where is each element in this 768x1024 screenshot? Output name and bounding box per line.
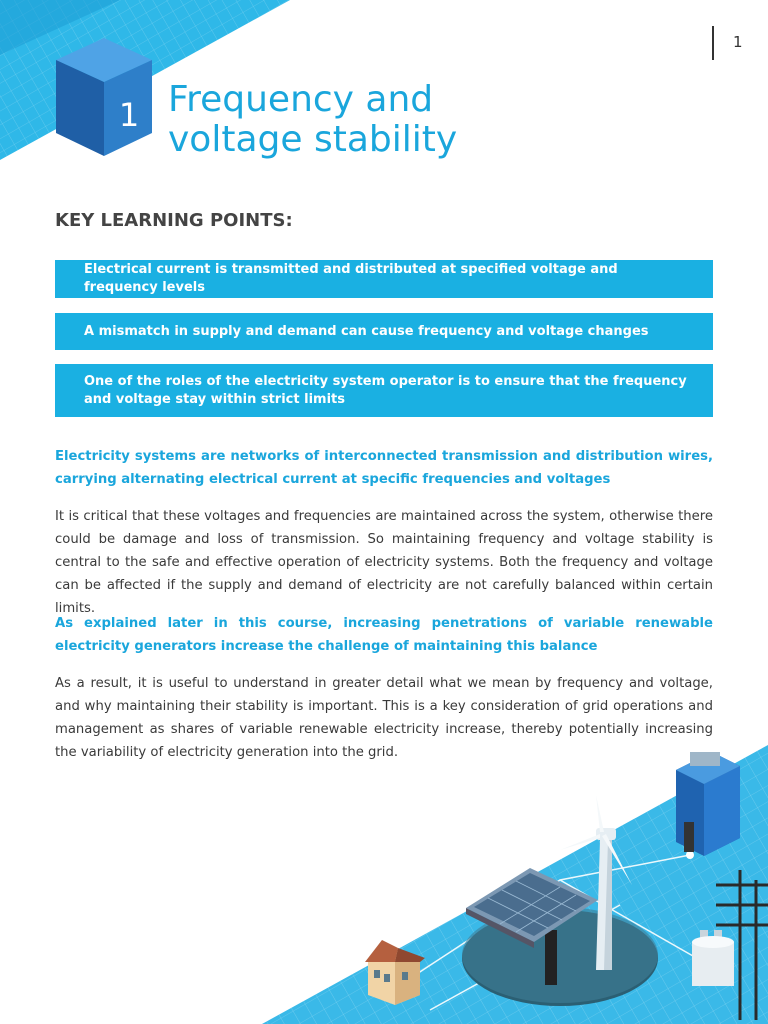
page-number: 1 [733,33,743,51]
body-paragraph: It is critical that these voltages and frequencies are maintained across the system, otherwise there could be damage and loss of transmission. So maintaining frequency and voltage stability is central to the safe and effective operation of electricity systems. Both the frequency and voltage can be affected if the supply and demand of electricity are not carefully balanced within certain limits. [55,509,713,616]
key-point-box [55,260,713,298]
key-point-text: One of the roles of the electricity system operator is to ensure that the frequency and voltage stay within strict limits [84,373,687,407]
lead-paragraph: Electricity systems are networks of interconnected transmission and distribution wires, carrying alternating electrical current at specific frequencies and voltages [55,449,713,487]
grid-illustration [0,700,768,1024]
chapter-number: 1 [118,96,140,134]
lead-paragraph: As explained later in this course, increasing penetrations of variable renewable electricity generators increase the challenge of maintaining this balance [55,616,713,654]
key-learning-heading: KEY LEARNING POINTS: [55,210,293,231]
chapter-title-line1: Frequency and [168,79,434,120]
key-point-box [55,364,713,417]
page-number-divider [712,26,714,60]
key-point-text: A mismatch in supply and demand can cause frequency and voltage changes [84,323,649,339]
transformer-icon [676,752,740,856]
chapter-title [168,80,457,160]
substation-transformer-icon [692,930,734,986]
body-paragraph: As a result, it is useful to understand in greater detail what we mean by frequency and voltage, and why maintaining their stability is important. This is a key consideration of grid operations and management as shares of variable renewable electricity increase, thereby potentially increasing the variability of electricity generation into the grid. [55,676,713,760]
key-point-box [55,313,713,350]
key-point-text: Electrical current is transmitted and distributed at specified voltage and frequency levels [84,262,618,295]
chapter-title-line2: voltage stability [168,119,458,160]
